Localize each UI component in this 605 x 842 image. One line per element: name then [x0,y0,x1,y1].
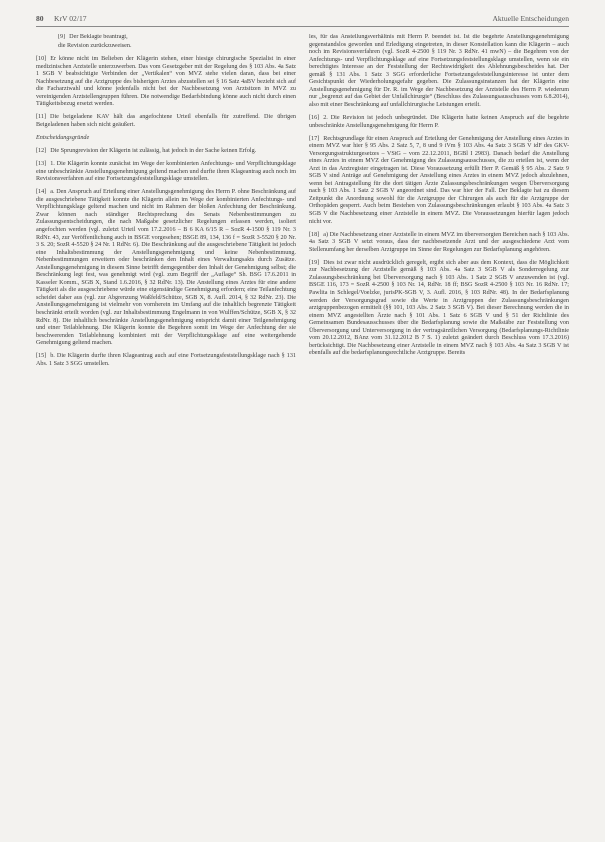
paragraph-number: [12] [36,148,47,155]
paragraph-text: les, für das Anstellungsverhältnis mit Herrn P. beendet ist. Ist die begehrte Anstellungsgenehmigung gegenstandslos geworden und Erledigung eingetreten, in dieser Konstellation kann die Klägerin – auch noch im Revisionsverfahren (vgl. SozR 4-2500 § 119 Nr. 3 RdNr. 41 mwN) – die Begehren von der Anfechtungs- und Verpflichtungsklage auf eine Fortsetzungsfeststellungsklage umstellen, wenn sie ein berechtigtes Interesse an der Feststellung der Rechtswidrigkeit des Ablehnungsbescheides hat. Der gemäß § 131 Abs. 1 Satz 3 SGG erforderliche Fortsetzungsfeststellungsinteresse ist unter dem Gesichtspunkt der Wiederholungsgefahr gegeben. Die Zulassungsinstanzen hat der Klägerin eine Anstellungsgenehmigung für Dr. R. im Wege der Nachbesetzung der Arztstelle des Herrn P. wiederum nur „begrenzt auf das Gebiet der Unfallchirurgie“ (Beschluss des Zulassungsausschusses vom 6.8.2014), also mit einer Beschränkung auf unfallchirurgische Leistungen erteilt. [309,34,569,108]
paragraph [36,148,296,156]
paragraph-text: a) Die Nachbesetzung einer Arztstelle in einem MVZ im überversorgten Bereichen nach § 103 Abs. 4a Satz 3 SGB V setzt voraus, dass der nachbesetzende Arzt und der ausgeschiedene Arzt vom Stellenumfang her derselben Arztgruppe im Sinne der Regelungen zur Bedarfsplanung angehören. [309,231,569,253]
right-column [309,34,569,834]
paragraph-text: die Revision zurückzuweisen. [58,42,132,49]
section-heading [36,135,296,143]
paragraph-text: Dies ist zwar nicht ausdrücklich geregelt, ergibt sich aber aus dem Kontext, dass die Möglichkeit zur Nachbesetzung der Arztstelle gemäß § 103 Abs. 4a Satz 3 SGB V als Sonderregelung zur Zulassungsbeschränkung bei Überversorgung nach § 103 Abs. 1 Satz 2 SGB V anzuwenden ist (vgl. BSGE 116, 173 = SozR 4-2500 § 103 Nr. 14, RdNr. 18 ff; BSG SozR 4-2500 § 103 Nr. 16 RdNr. 17; Pawlita in Schlegel/Voelzke, jurisPK-SGB V, 3. Aufl. 2016, § 103 RdNr. 48). In der Bedarfsplanung werden der Versorgungsgrad sowie die Werte in Arztgruppen der Zulassungsbeschränkungen arztgruppenbezogen ermittelt (§§ 101, 103 Abs. 2 Satz 3 SGB V). Bei dieser Berechnung werden die in einem MVZ angestellten Ärzte nach § 101 Abs. 1 Satz 6 SGB V und § 51 der Richtlinie des Gemeinsamen Bundesausschusses über die Bedarfsplanung sowie die Maßstäbe zur Feststellung von Überversorgung und Unterversorgung in der vertragsärztlichen Versorgung (Bedarfsplanungs-Richtlinie vom 20.12.2012, BAnz vom 31.12.2012 B 7 S. 1) zuletzt geändert durch Beschluss vom 17.3.2016) berücksichtigt. Die Nachbesetzung einer Arztstelle in einem MVZ nach § 103 Abs. 4a Satz 3 SGB V ist ebenfalls auf die bedarfsplanungsrechtliche Arztgruppe. Bereits [309,259,569,357]
paragraph-text: b. Die Klägerin durfte ihren Klageantrag auch auf eine Fortsetzungsfeststellungsklage nach § 131 Abs. 1 Satz 3 SGG umstellen. [36,353,296,367]
paragraph [309,115,569,130]
left-column [36,34,296,834]
paragraph-text: Der Beklagte beantragt, [69,34,128,40]
paragraph [309,136,569,227]
paragraph [36,114,296,129]
paragraph-number: [19] [309,259,320,266]
paragraph-number: [9] [58,34,66,40]
paragraph [309,34,569,109]
paragraph [36,161,296,184]
paragraph-text: 2. Die Revision ist jedoch unbegründet. Die Klägerin hatte keinen Anspruch auf die begehrte unbeschränkte Anstellungsgenehmigung für Herrn P. [309,114,569,129]
paragraph-number: [15] [36,353,47,360]
paragraph [309,232,569,255]
paragraph-number: [11] [36,114,47,121]
paragraph [36,189,296,347]
paragraph-text: 1. Die Klägerin konnte zunächst im Wege der kombinierten Anfechtungs- und Verpflichtungsklage eine unbeschränkte Anstellungsgenehmigung geltend machen und durfte ihren Klageantrag auch noch im Revisionsverfahren auf eine Fortsetzungsfeststellungsklage umstellen. [36,161,296,183]
header-rule [36,26,569,27]
paragraph-number: [17] [309,135,320,142]
paragraph-number: [10] [36,56,47,63]
paragraph [36,34,296,42]
paragraph-text: Entscheidungsgründe [36,135,90,142]
paragraph-text: a. Den Anspruch auf Erteilung einer Anstellungsgenehmigung des Herrn P. ohne Beschränkung auf die ausgeschriebene Tätigkeit konnte die Klägerin allein im Wege der kombinierten Anfechtungs- und Verpflichtungsklage geltend machen und nicht im Rahmen der bloßen Anfechtung der Beschränkung. Zwar können nach ständiger Rechtsprechung des Senats Nebenbestimmungen zu Zulassungsentscheidungen, die nach Maßgabe gesetzlicher Regelungen erlassen werden, isoliert angefochten werden (vgl. zuletzt Urteil vom 17.2.2016 – B 6 KA 6/15 R – SozR 4-1500 § 119 Nr. 3 RdNr. 43, zur Veröffentlichung auch in BSGE vorgesehen; BSGE 89, 134, 136 f = SozR 3-5520 § 20 Nr. 3 S. 20; SozR 4-5520 § 24 Nr. 1 RdNr. 6). Die Beschränkung auf die ausgeschriebene Tätigkeit ist jedoch eine Inhaltsbestimmung der Anstellungsgenehmigung und keine Nebenbestimmung. Nebenbestimmungen erweitern oder beschränken den Inhalt eines Verwaltungsakts durch Zusätze. Anstellungsgenehmigung in diesem Sinne betrifft demgegenüber den Inhalt der Genehmigung selbst; die Beschränkung legt fest, was genehmigt wird (vgl. zum Begriff der „Auflage“ Sh. BSG 17.6.2011 in Kasseler Komm., SGB X, Stand 1.6.2016, § 32 RdNr. 13). Die Anstellung eines Arztes für eine andere Tätigkeit als die ausgeschriebene würde eine eigenständige Genehmigung erfordern; eine Teilanfechtung scheidet daher aus (vgl. zur Abgrenzung Waßfeld/Schütze, SGB X, 8. Aufl. 2014, § 32 RdNr. 23). Die Anstellungsgenehmigung ist vielmehr von vornherein im Umfang auf die inhaltlich begrenzte Tätigkeit beschränkt erteilt worden (vgl. zur Inhaltsbestimmung Engelmann in von Wulffen/Schütze, SGB X, § 32 RdNr. 8). Die inhaltlich beschränkte Anstellungsgenehmigung entspricht damit einer Teilgenehmigung und einer Teilablehnung. Die Klägerin konnte die Begehren somit im Wege der Anfechtung der sie beschwerenden Teilablehnung kombiniert mit der Verpflichtungsklage auf eine weitergehende Genehmigung geltend machen. [36,189,296,347]
page-number: 80 [36,14,44,23]
paragraph-number: [14] [36,189,47,196]
paragraph-text: Er könne nicht im Belieben der Klägerin stehen, einer hiesige chirurgische Spezialist in einer medizinischen Arztstelle unterzuwerben. Das vom Gesetzgeber mit der Regelung des § 103 Abs. 4a Satz 1 SGB V beabsichtigte Verbinden der „Vertikalen“ von MVZ stehe vielen daran, dass bei einer Nachbesetzung auf die Arztgruppe des bisherigen Arztes abzustellen sei § 16 Satz 4aBV bezieht sich auf die Facharztwahl und könne jedenfalls nicht bei der Nachbesetzung von Arztsitzen in MVZ zu vereinigenden Arztstellengruppen führen. Die notwendige Bedarfsbindung könne auch nicht durch einen Tätigkeitsbezug ersetzt werden. [36,56,296,108]
paragraph-number: [18] [309,231,320,238]
paragraph [36,43,296,51]
paragraph-text: Die Sprungrevision der Klägerin ist zulässig, hat jedoch in der Sache keinen Erfolg. [50,148,257,155]
section-title: Aktuelle Entscheidungen [492,14,569,23]
paragraph [36,56,296,109]
paragraph [36,353,296,368]
journal-reference: KrV 02/17 [54,14,87,23]
paragraph-text: Rechtsgrundlage für einen Anspruch auf Erteilung der Genehmigung der Anstellung eines Arztes in einem MVZ war hier § 95 Abs. 2 Satz 5, 7, 8 und 9 iVm § 103 Abs. 4a Satz 3 SGB V idF des GKV-Versorgungsstrukturgesetzes – VStG – vom 22.12.2011, BGBl I 2983). Danach bedarf die Anstellung eines Arztes in einem MVZ der Genehmigung des Zulassungsausschusses, die zu erteilen ist, wenn der Arzt in das Arztregister eingetragen ist. Diese Voraussetzung erfüllt Herr P. Gemäß § 95 Abs. 2 Satz 9 SGB V sind Anträge auf Genehmigung der Anstellung eines Arztes in einem MVZ jedoch abzulehnen, wenn bei Antragstellung für die dort tätigen Ärzte Zulassungsbeschränkungen wegen Überversorgung nach § 103 Abs. 1 Satz 2 SGB V angeordnet sind. Das war hier der Fall. Der Beklagte hat zu diesem Zeitpunkt die Anordnung sowohl für die Arztgruppe der Chirurgen als auch für die Arztgruppe der Orthopäden gesperrt. Auch beim Bestehen von Zulassungsbeschränkungen erlaubt § 103 Abs. 4a Satz 3 SGB V die Nachbesetzung einer Arztstelle in einem MVZ. Die Voraussetzungen hierfür lagen jedoch nicht vor. [309,135,569,225]
paragraph-text: Die beigeladene KAV hält das angefochtene Urteil ebenfalls für zutreffend. Die übrigen Beigeladenen haben sich nicht geäußert. [36,114,296,128]
paragraph [309,260,569,358]
paragraph-number: [13] [36,161,47,168]
paragraph-number: [16] [309,114,320,121]
